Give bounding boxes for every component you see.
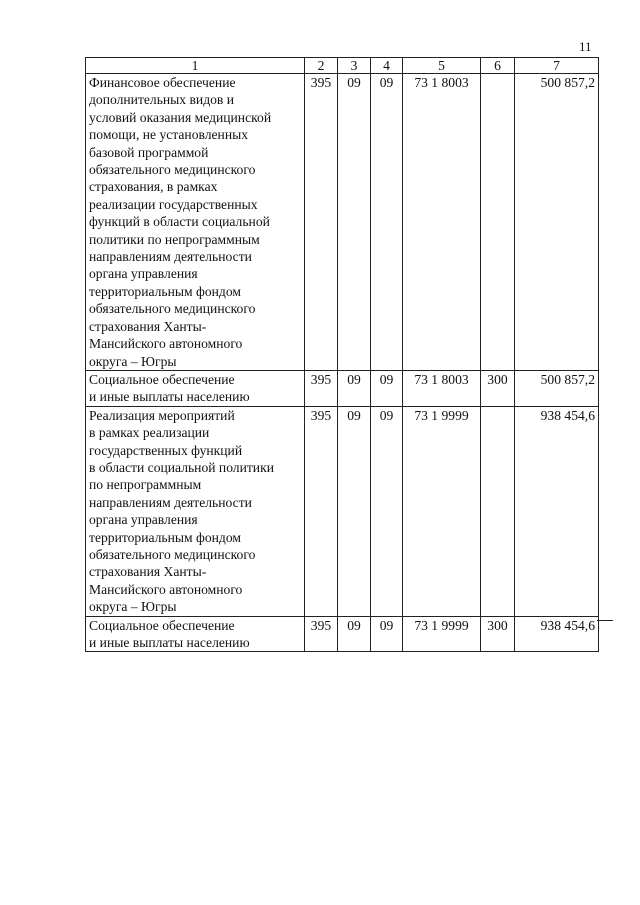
row-description (86, 616, 305, 652)
table-row (86, 616, 599, 652)
column-header: 4 (371, 58, 403, 74)
cell-amount: 938 454,6 (515, 406, 599, 616)
cell-target-article: 73 1 8003 (403, 370, 481, 406)
column-header: 7 (515, 58, 599, 74)
cell-subsection: 09 (371, 74, 403, 371)
table-row (86, 370, 599, 406)
column-header: 2 (305, 58, 338, 74)
cell-amount: 500 857,2 (515, 370, 599, 406)
cell-admin-code: 395 (305, 616, 338, 652)
cell-expense-type (481, 406, 515, 616)
cell-section: 09 (338, 406, 371, 616)
cell-target-article: 73 1 8003 (403, 74, 481, 371)
cell-section: 09 (338, 370, 371, 406)
cell-admin-code: 395 (305, 406, 338, 616)
cell-section: 09 (338, 616, 371, 652)
table-border-overhang (597, 620, 613, 621)
column-header: 1 (86, 58, 305, 74)
row-description-text: Финансовое обеспечение дополнительных видов и условий оказания медицинской помощи, не установленных базовой программой обязательного медицинского страхования, в рамках реализации государственных функций в области социальной политики по непрограммным направлениям деятельности органа управления территориальным фондом обязательного медицинского страхования Ханты- Мансийского автономного округа – Югры (89, 75, 272, 369)
cell-amount: 500 857,2 (515, 74, 599, 371)
cell-admin-code: 395 (305, 370, 338, 406)
row-description-text: Социальное обеспечение и иные выплаты населению (89, 617, 250, 650)
cell-subsection: 09 (371, 370, 403, 406)
column-header: 6 (481, 58, 515, 74)
table-row (86, 406, 599, 616)
cell-subsection: 09 (371, 406, 403, 616)
column-header: 3 (338, 58, 371, 74)
cell-target-article: 73 1 9999 (403, 616, 481, 652)
cell-expense-type: 300 (481, 370, 515, 406)
page-number: 11 (579, 39, 592, 54)
header-row (86, 58, 599, 74)
row-description-text: Реализация мероприятий в рамках реализации государственных функций в области социальной политики по непрограммным направлениям деятельности органа управления территориальным фондом обязательного медицинского страхования Ханты- Мансийского автономного округа – Югры (89, 407, 274, 615)
cell-expense-type (481, 74, 515, 371)
column-header: 5 (403, 58, 481, 74)
cell-target-article: 73 1 9999 (403, 406, 481, 616)
cell-amount: 938 454,6 (515, 616, 599, 652)
row-description (86, 74, 305, 371)
row-description-text: Социальное обеспечение и иные выплаты населению (89, 371, 250, 405)
cell-subsection: 09 (371, 616, 403, 652)
cell-expense-type: 300 (481, 616, 515, 652)
cell-admin-code: 395 (305, 74, 338, 371)
table-row (86, 74, 599, 371)
row-description (86, 406, 305, 616)
row-description (86, 370, 305, 406)
cell-section: 09 (338, 74, 371, 371)
budget-table (85, 57, 599, 652)
